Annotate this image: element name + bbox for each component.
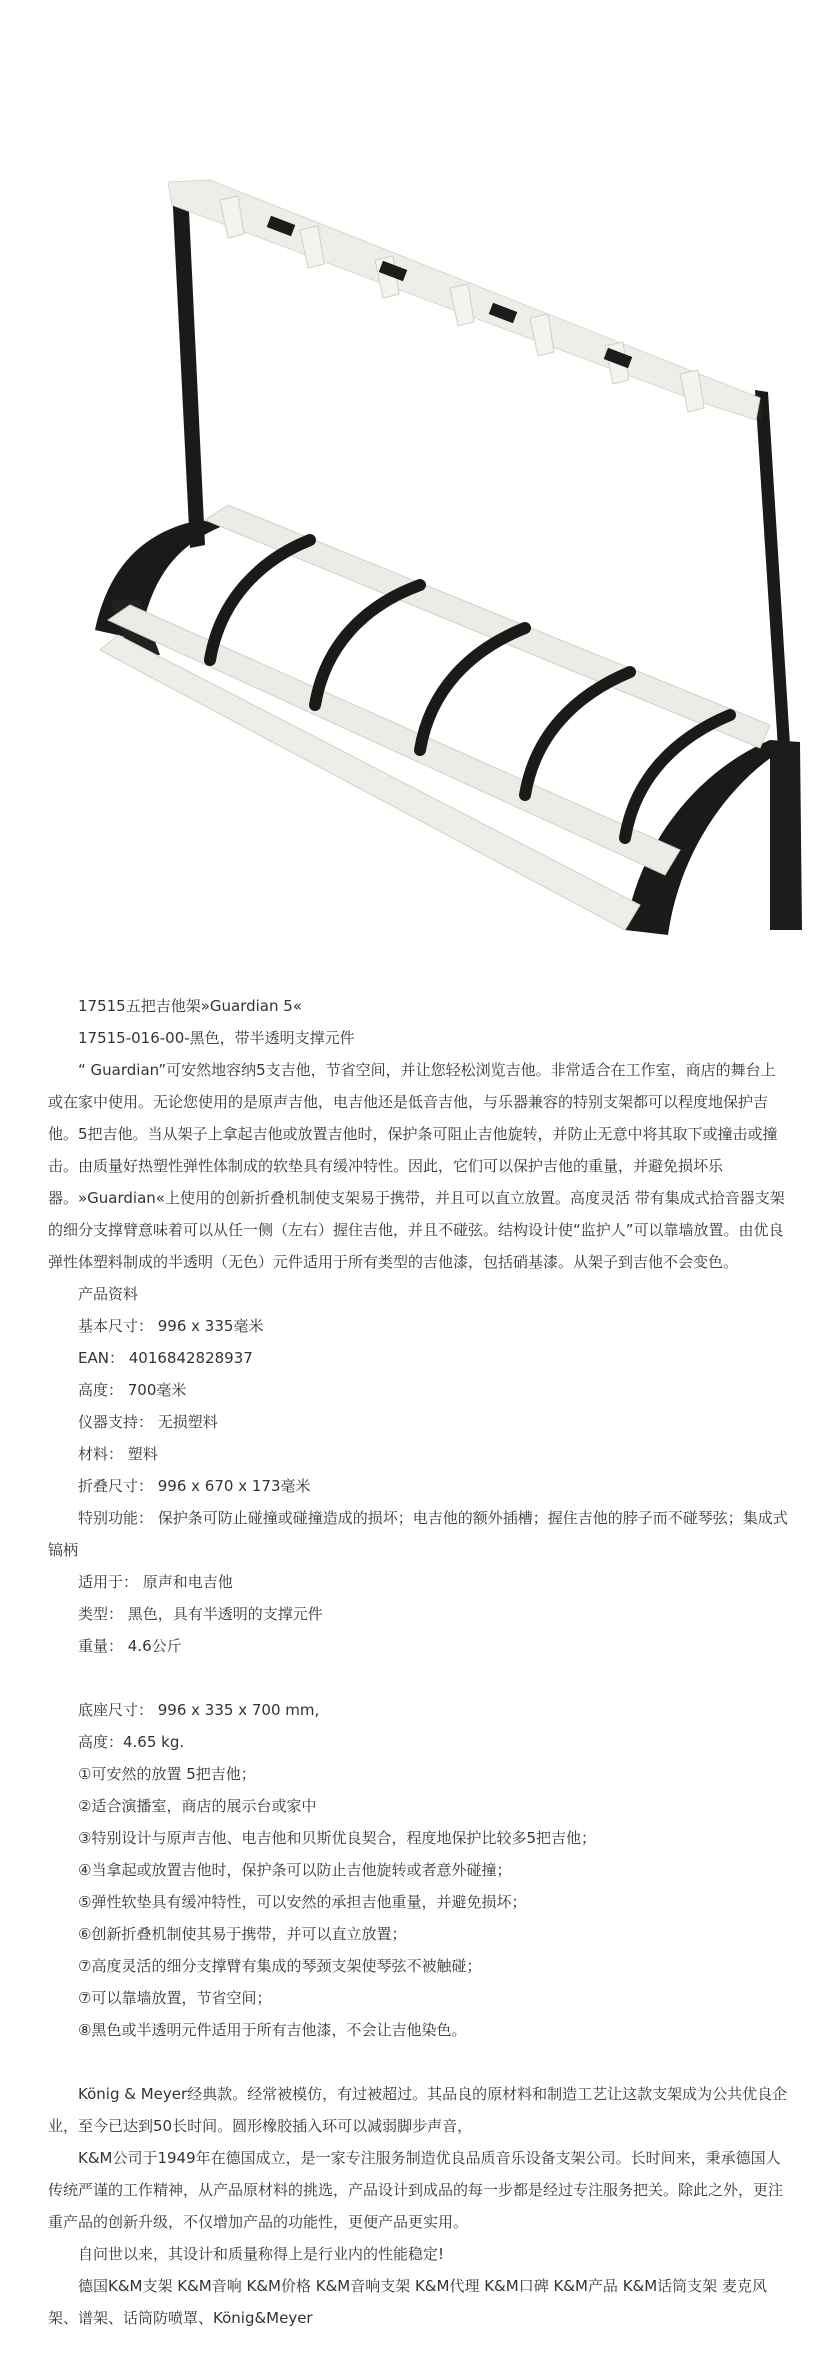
feature-item: ⑥创新折叠机制使其易于携带，并可以直立放置； xyxy=(78,1925,407,1943)
description-paragraph: “ Guardian”可安然地容纳5支吉他，节省空间，并让您轻松浏览吉他。非常适合在工作室，商店的舞台上或在家中使用。无论您使用的是原声吉他，电吉他还是低音吉他，与乐器兼容的特别支架都可以程度地保护吉他。5把吉他。当从架子上拿起吉他或放置吉他时，保护条可阻止吉他旋转，并防止无意中将其取下或撞击或撞击。由质量好热塑性弹性体制成的软垫具有缓冲特性。因此，它们可以保护吉他的重量，并避免损坏乐器。»Guardian«上使用的创新折叠机制使支架易于携带，并且可以直立放置。高度灵活 带有集成式拾音器支架的细分支撑臂意味着可以从任一侧（左右）握住吉他，并且不碰弦。结构设计使“监护人”可以靠墙放置。由优良弹性体塑料制成的半透明（无色）元件适用于所有类型的吉他漆，包括硝基漆。从架子到吉他不会变色。 xyxy=(48,1061,785,1271)
spec-item: 仪器支持： 无损塑料 xyxy=(78,1413,218,1431)
spec-item: 折叠尺寸： 996 x 670 x 173毫米 xyxy=(78,1477,311,1495)
guitar-stand-image xyxy=(0,0,822,970)
spec-item: 重量： 4.6公斤 xyxy=(78,1637,182,1655)
spec-item: 特别功能： 保护条可防止碰撞或碰撞造成的损坏；电吉他的额外插槽；握住吉他的脖子而不碰琴弦；集成式镐柄 xyxy=(48,1509,788,1559)
spec-item: EAN： 4016842828937 xyxy=(78,1349,253,1367)
spec-item: 适用于： 原声和电吉他 xyxy=(78,1573,233,1591)
product-model-line: 17515-016-00-黑色，带半透明支撑元件 xyxy=(78,1029,355,1047)
brand-keywords: 德国K&M支架 K&M音响 K&M价格 K&M音响支架 K&M代理 K&M口碑 K&M产品 K&M话筒支架 麦克风架、谱架、话筒防喷罩、König&Meyer xyxy=(48,2277,767,2327)
feature-item: ④当拿起或放置吉他时，保护条可以防止吉他旋转或者意外碰撞； xyxy=(78,1861,512,1879)
feature-item: ②适合演播室，商店的展示台或家中 xyxy=(78,1797,317,1815)
feature-item: ⑦高度灵活的细分支撑臂有集成的琴颈支架使琴弦不被触碰； xyxy=(78,1957,482,1975)
spec2-item: 高度：4.65 kg. xyxy=(78,1733,185,1751)
feature-item: ⑤弹性软垫具有缓冲特性，可以安然的承担吉他重量，并避免损坏； xyxy=(78,1893,527,1911)
spec2-item: 底座尺寸： 996 x 335 x 700 mm, xyxy=(78,1701,320,1719)
product-description xyxy=(48,990,788,2334)
spec-item: 基本尺寸： 996 x 335毫米 xyxy=(78,1317,264,1335)
product-title: 17515五把吉他架»Guardian 5« xyxy=(78,997,302,1015)
feature-item: ⑧黑色或半透明元件适用于所有吉他漆，不会让吉他染色。 xyxy=(78,2021,467,2039)
brand-paragraph: König & Meyer经典款。经常被模仿，有过被超过。其品良的原材料和制造工艺让这款支架成为公共优良企业，至今已达到50长时间。圆形橡胶插入环可以减弱脚步声音， xyxy=(48,2085,788,2135)
feature-item: ①可安然的放置 5把吉他； xyxy=(78,1765,256,1783)
brand-paragraph: K&M公司于1949年在德国成立，是一家专注服务制造优良品质音乐设备支架公司。长时间来，秉承德国人传统严谨的工作精神，从产品原材料的挑选，产品设计到成品的每一步都是经过专注服务把关。除此之外，更注重产品的创新升级，不仅增加产品的功能性，更便产品更实用。 xyxy=(48,2149,784,2231)
feature-item: ⑦可以靠墙放置，节省空间； xyxy=(78,1989,272,2007)
spec-item: 高度： 700毫米 xyxy=(78,1381,187,1399)
feature-item: ③特别设计与原声吉他、电吉他和贝斯优良契合，程度地保护比较多5把吉他； xyxy=(78,1829,596,1847)
spacer xyxy=(48,2046,788,2078)
spacer xyxy=(48,1662,788,1694)
specs-heading: 产品资料 xyxy=(78,1285,139,1303)
spec-item: 材料： 塑料 xyxy=(78,1445,158,1463)
brand-paragraph: 自问世以来，其设计和质量称得上是行业内的性能稳定! xyxy=(78,2245,445,2263)
spec-item: 类型： 黑色，具有半透明的支撑元件 xyxy=(78,1605,323,1623)
